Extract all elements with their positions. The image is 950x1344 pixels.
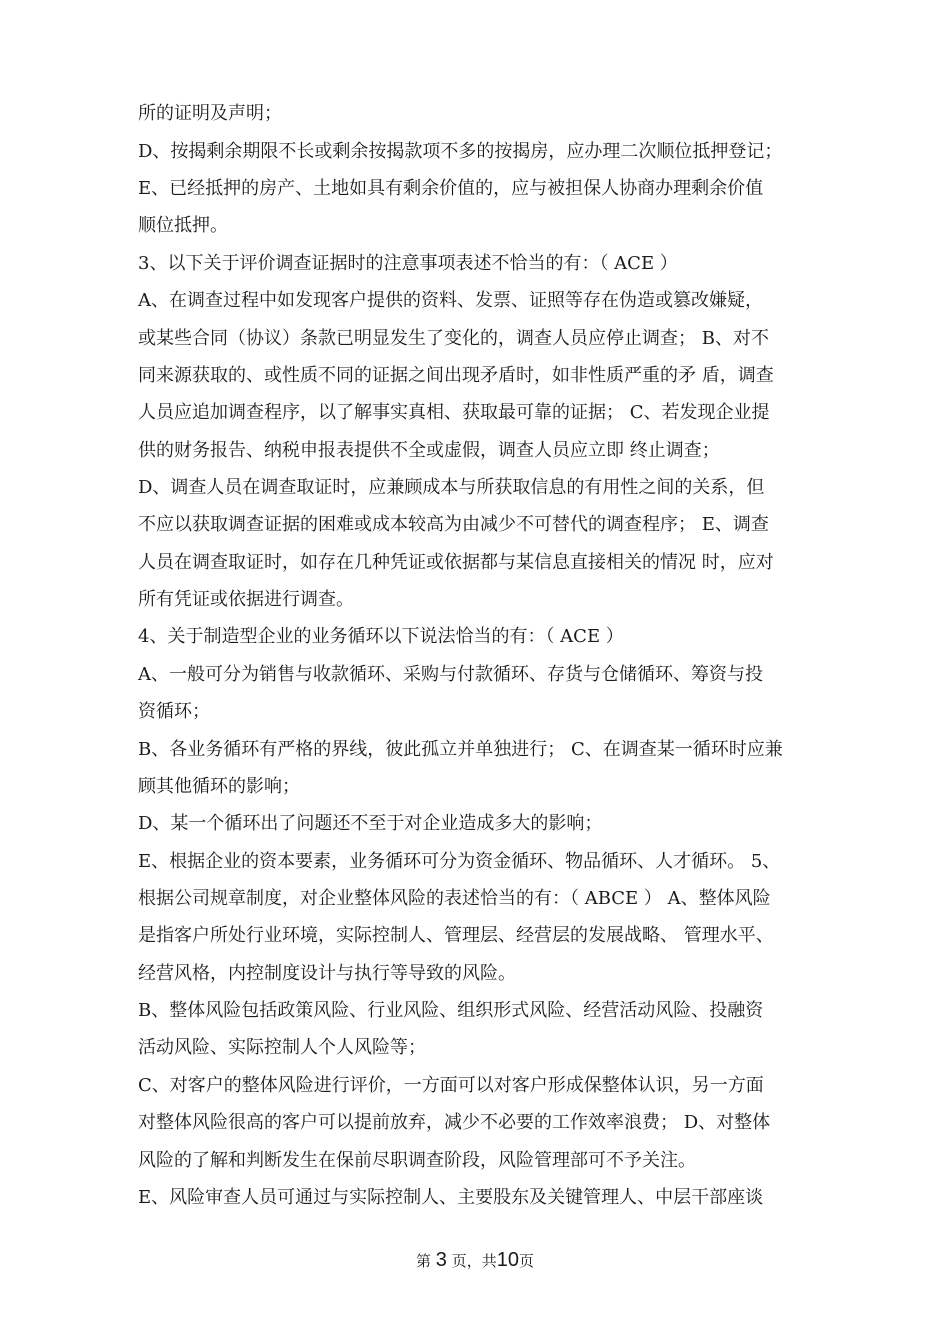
text-line: 顺位抵押。 xyxy=(138,215,228,236)
footer-middle: 页，共 xyxy=(451,1252,497,1270)
text-line: 人员应追加调查程序，以了解事实真相、获取最可靠的证据； C、若发现企业提 xyxy=(138,402,770,423)
text-line: 3、以下关于评价调查证据时的注意事项表述不恰当的有：（ ACE ） xyxy=(138,253,678,274)
text-line: B、各业务循环有严格的界线，彼此孤立并单独进行； C、在调查某一循环时应兼 xyxy=(138,739,783,760)
text-line: E、风险审查人员可通过与实际控制人、主要股东及关键管理人、中层干部座谈 xyxy=(138,1187,764,1208)
page-footer xyxy=(0,1249,950,1272)
current-page-number: 3 xyxy=(435,1249,447,1271)
text-line: 经营风格，内控制度设计与执行等导致的风险。 xyxy=(138,963,516,984)
text-line: 所的证明及声明； xyxy=(138,103,282,124)
text-line: 顾其他循环的影响； xyxy=(138,776,300,797)
text-line: 所有凭证或依据进行调查。 xyxy=(138,589,354,610)
text-line: 对整体风险很高的客户可以提前放弃，减少不必要的工作效率浪费； D、对整体 xyxy=(138,1112,771,1133)
text-line: D、调查人员在调查取证时，应兼顾成本与所获取信息的有用性之间的关系，但 xyxy=(138,477,765,498)
text-line: 风险的了解和判断发生在保前尽职调查阶段，风险管理部可不予关注。 xyxy=(138,1150,696,1171)
text-line: 不应以获取调查证据的困难或成本较高为由减少不可替代的调查程序； E、调查 xyxy=(138,514,769,535)
text-line: 是指客户所处行业环境，实际控制人、管理层、经营层的发展战略、 管理水平、 xyxy=(138,925,774,946)
text-line: 根据公司规章制度，对企业整体风险的表述恰当的有：（ ABCE ） A、整体风险 xyxy=(138,888,771,909)
total-page-count: 10 xyxy=(496,1249,519,1271)
footer-prefix: 第 xyxy=(416,1252,432,1270)
footer-suffix: 页 xyxy=(518,1252,534,1270)
text-line: A、在调查过程中如发现客户提供的资料、发票、证照等存在伪造或篡改嫌疑， xyxy=(138,290,763,311)
text-line: 活动风险、实际控制人个人风险等； xyxy=(138,1037,426,1058)
text-line: E、已经抵押的房产、土地如具有剩余价值的，应与被担保人协商办理剩余价值 xyxy=(138,178,764,199)
text-line: E、根据企业的资本要素，业务循环可分为资金循环、物品循环、人才循环。 5、 xyxy=(138,851,781,872)
text-line: D、按揭剩余期限不长或剩余按揭款项不多的按揭房，应办理二次顺位抵押登记； xyxy=(138,141,783,162)
text-line: A、一般可分为销售与收款循环、采购与付款循环、存货与仓储循环、筹资与投 xyxy=(138,664,763,685)
text-line: 人员在调查取证时，如存在几种凭证或依据都与某信息直接相关的情况 时，应对 xyxy=(138,552,774,573)
text-line: B、整体风险包括政策风险、行业风险、组织形式风险、经营活动风险、投融资 xyxy=(138,1000,764,1021)
text-line: 4、关于制造型企业的业务循环以下说法恰当的有：（ ACE ） xyxy=(138,626,624,647)
text-line: C、对客户的整体风险进行评价，一方面可以对客户形成保整体认识，另一方面 xyxy=(138,1075,764,1096)
text-line: 或某些合同（协议）条款已明显发生了变化的，调查人员应停止调查； B、对不 xyxy=(138,328,769,349)
text-line: D、某一个循环出了问题还不至于对企业造成多大的影响； xyxy=(138,813,603,834)
text-line: 资循环； xyxy=(138,701,210,722)
text-line: 同来源获取的、或性质不同的证据之间出现矛盾时，如非性质严重的矛 盾，调查 xyxy=(138,365,774,386)
text-line: 供的财务报告、纳税申报表提供不全或虚假，调查人员应立即 终止调查； xyxy=(138,440,720,461)
